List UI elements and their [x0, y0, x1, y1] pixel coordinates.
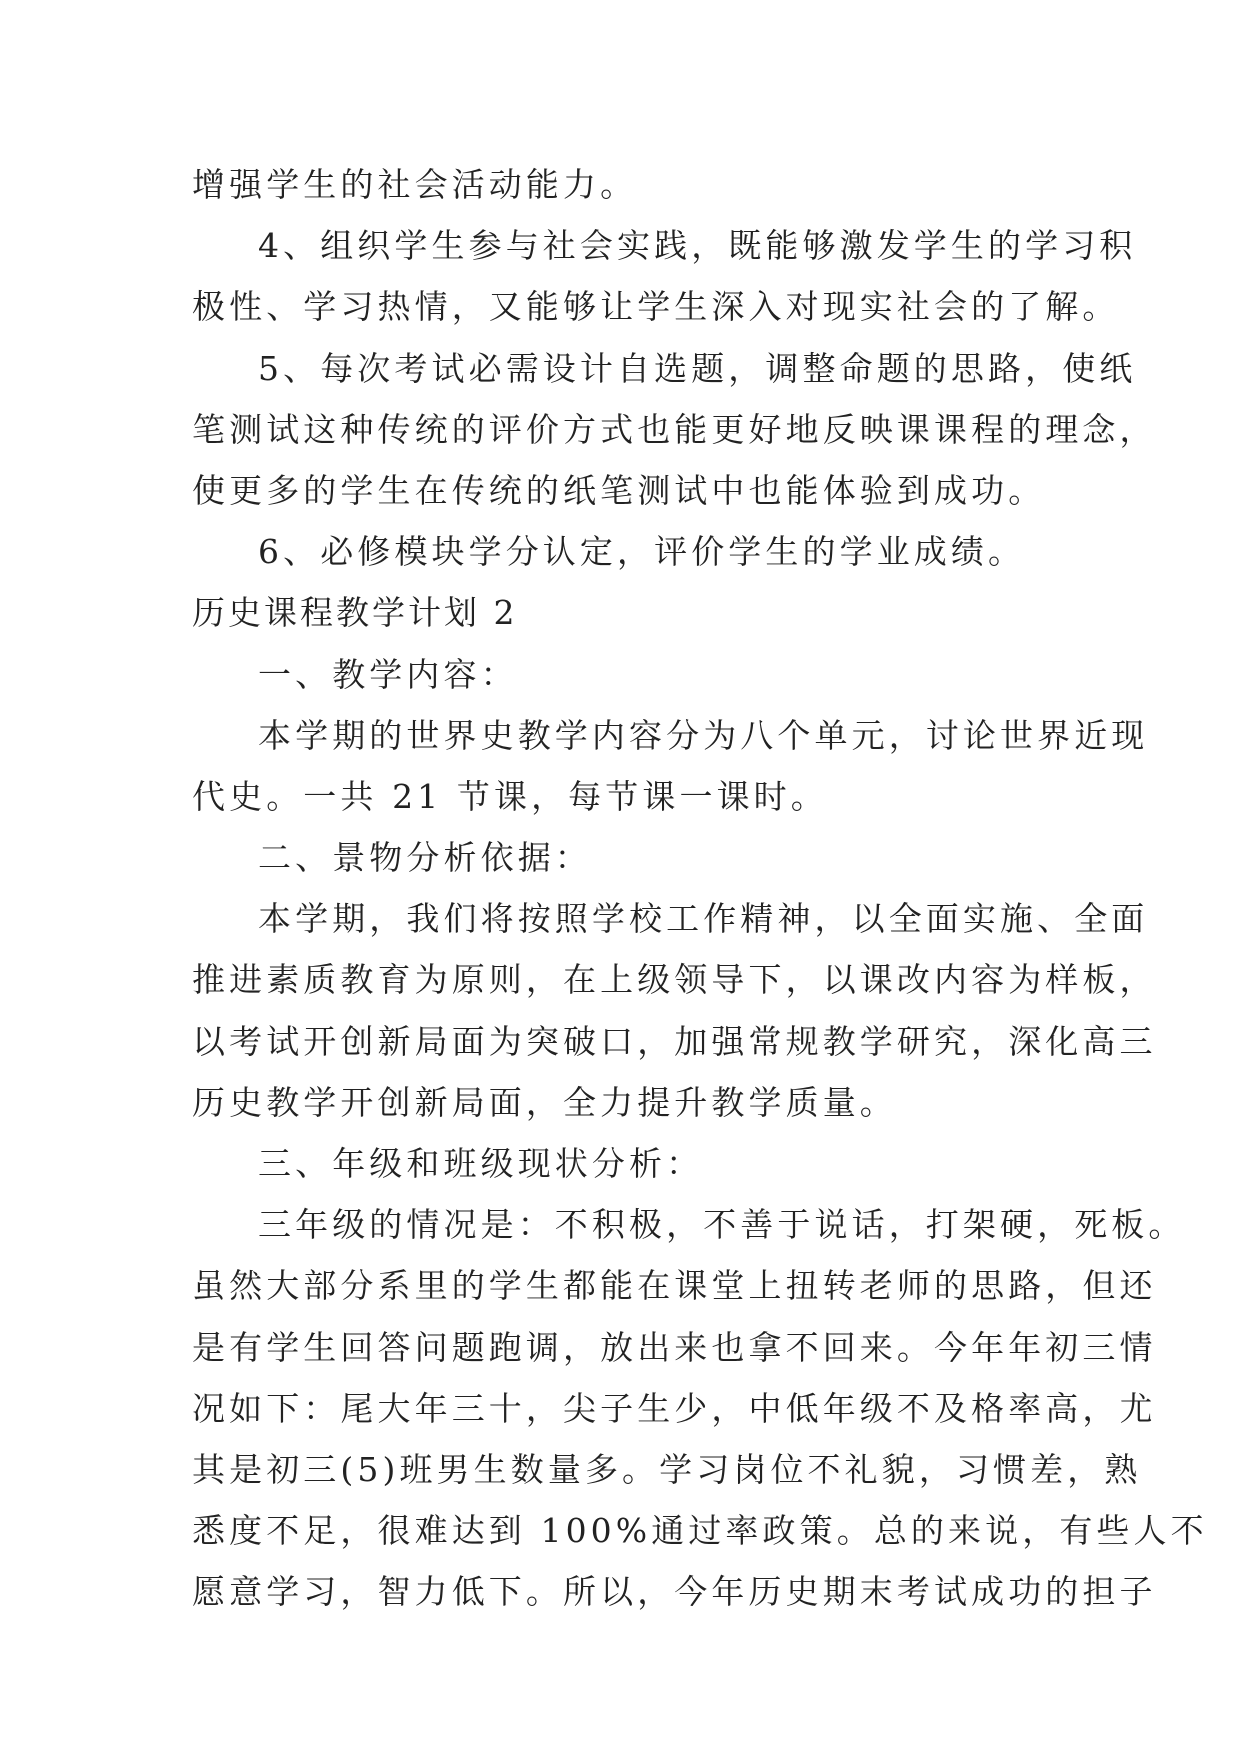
paragraph-start: 三年级的情况是：不积极，不善于说话，打架硬，死板。 [258, 1205, 1186, 1245]
text-line: 使更多的学生在传统的纸笔测试中也能体验到成功。 [192, 470, 1046, 510]
text-line: 以考试开创新局面为突破口，加强常规教学研究，深化高三 [192, 1021, 1157, 1061]
section-heading-3: 三、年级和班级现状分析： [258, 1144, 704, 1183]
text-line: 虽然大部分系里的学生都能在课堂上扭转老师的思路，但还 [192, 1266, 1157, 1306]
text-line: 历史教学开创新局面，全力提升教学质量。 [192, 1082, 897, 1122]
text-line: 代史。一共 21 节课，每节课一课时。 [192, 776, 828, 816]
text-line: 愿意学习，智力低下。所以，今年历史期末考试成功的担子 [192, 1572, 1157, 1612]
text-line: 悉度不足，很难达到 100%通过率政策。总的来说，有些人不 [192, 1511, 1208, 1551]
section-heading-1: 一、教学内容： [258, 654, 518, 694]
text-line: 推进素质教育为原则，在上级领导下，以课改内容为样板， [192, 960, 1157, 1000]
list-item-6: 6、必修模块学分认定，评价学生的学业成绩。 [258, 532, 1026, 572]
document-body [192, 154, 1208, 1623]
section-title: 历史课程教学计划 2 [192, 593, 518, 633]
text-line: 笔测试这种传统的评价方式也能更好地反映课课程的理念， [192, 409, 1157, 449]
paragraph-start: 本学期的世界史教学内容分为八个单元，讨论世界近现 [258, 715, 1149, 755]
text-line: 其是初三(5)班男生数量多。学习岗位不礼貌，习惯差，熟 [192, 1449, 1142, 1489]
text-line: 况如下：尾大年三十，尖子生少，中低年级不及格率高，尤 [192, 1388, 1157, 1428]
text-line: 极性、学习热情，又能够让学生深入对现实社会的了解。 [192, 287, 1120, 327]
section-heading-2: 二、景物分析依据： [258, 838, 592, 878]
paragraph-start: 本学期，我们将按照学校工作精神，以全面实施、全面 [258, 899, 1149, 939]
list-item-4: 4、组织学生参与社会实践，既能够激发学生的学习积 [258, 226, 1137, 266]
text-line: 增强学生的社会活动能力。 [192, 165, 638, 204]
list-item-5: 5、每次考试必需设计自选题，调整命题的思路，使纸 [258, 348, 1137, 388]
text-line: 是有学生回答问题跑调，放出来也拿不回来。今年年初三情 [192, 1327, 1157, 1367]
